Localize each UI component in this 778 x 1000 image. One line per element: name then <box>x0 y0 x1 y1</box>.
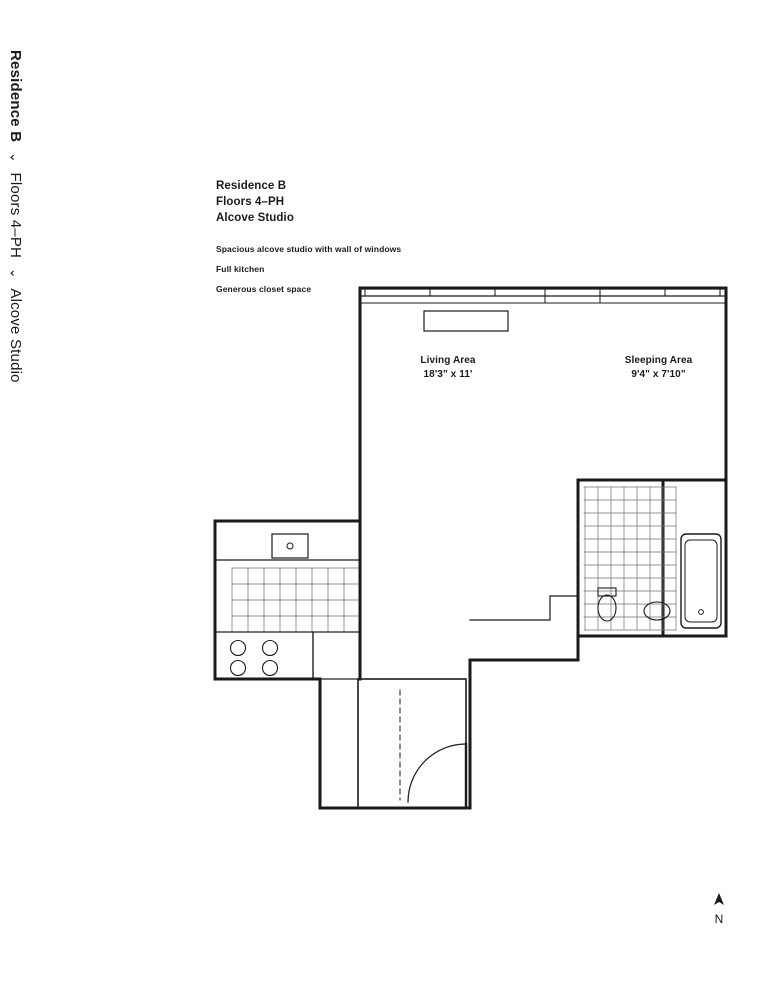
north-arrow-icon <box>712 893 726 906</box>
breadcrumb-item-unit-type[interactable]: Alcove Studio <box>7 288 24 383</box>
chevron-down-icon: ⌄ <box>7 152 24 163</box>
room-name: Living Area <box>420 355 476 366</box>
room-dimensions: 9'4" x 7'10" <box>631 369 686 380</box>
feature-item: Generous closet space <box>216 284 312 294</box>
north-letter: N <box>714 912 724 926</box>
chevron-down-icon: ⌄ <box>7 268 24 279</box>
room-dimensions: 18'3" x 11' <box>423 369 473 380</box>
page-title-residence: Residence B <box>216 180 287 192</box>
breadcrumb-item-floors[interactable]: Floors 4–PH <box>7 172 24 259</box>
room-label-sleeping-area <box>586 354 731 382</box>
north-indicator <box>706 893 732 926</box>
room-name: Sleeping Area <box>624 355 693 366</box>
page-title-floors: Floors 4–PH <box>216 196 285 208</box>
breadcrumb-item-residence[interactable]: Residence B <box>7 50 24 143</box>
page-title-unit-type: Alcove Studio <box>216 212 294 224</box>
feature-item: Spacious alcove studio with wall of windows <box>216 244 402 254</box>
room-label-living-area <box>378 354 518 382</box>
feature-item: Full kitchen <box>216 264 265 274</box>
